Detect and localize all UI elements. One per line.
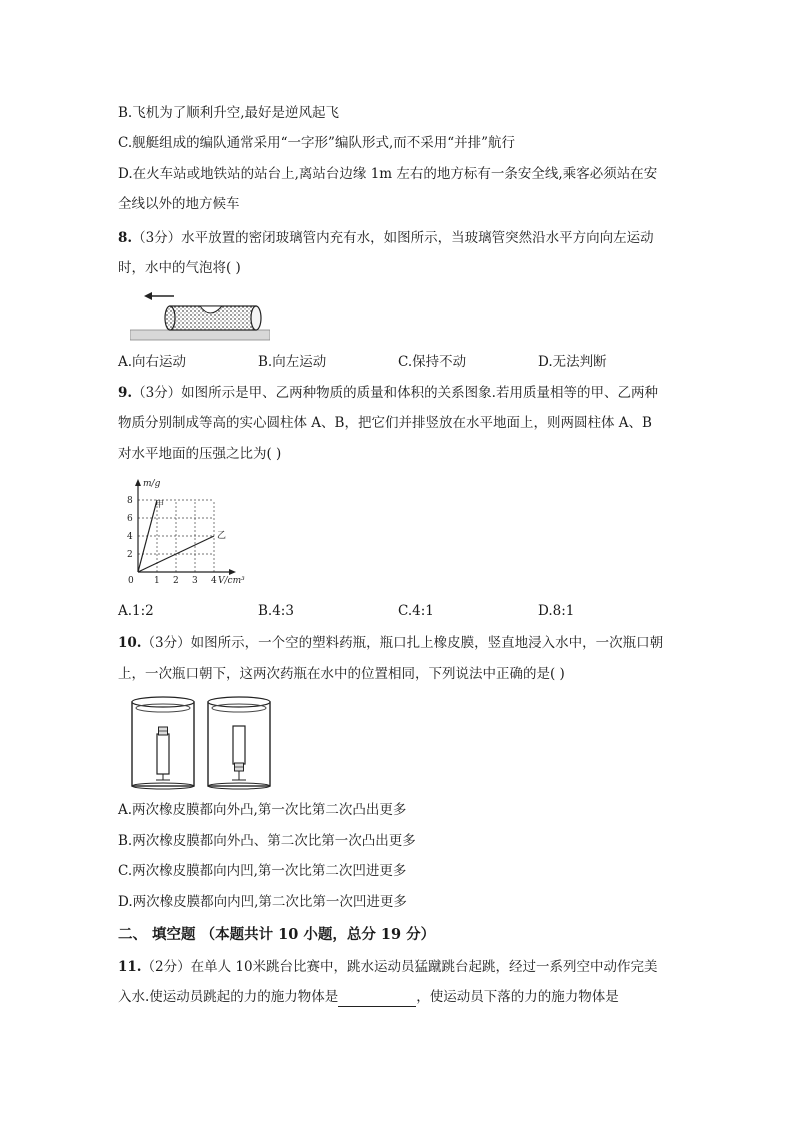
y-axis-arrow-icon [135,479,141,486]
q8-stem-line1 [118,228,654,248]
q10-option-d: D.两次橡皮膜都向内凹,第二次比第一次凹进更多 [118,894,407,910]
q11-stem-line2 [118,987,619,1007]
beaker-mouth-down [208,697,270,789]
q11-number: 11. [118,959,142,975]
q9-option-c: C.4:1 [398,603,434,619]
q9-stem-line1 [118,383,658,403]
q9-number: 9. [118,385,133,401]
series-label-jia: 甲 [155,500,165,511]
q10-beakers-figure [128,694,278,790]
chart-grid [138,500,214,572]
q11-stem-line1 [118,957,658,977]
q9-option-b: B.4:3 [258,603,294,619]
beaker-mouth-up [132,697,194,789]
q7-option-d-line2: 全线以外的地方候车 [118,196,240,212]
q9-stem-line3: 对水平地面的压强之比为( ) [118,446,282,462]
x-axis-label: V/cm³ [218,576,245,586]
y-tick-label: 4 [127,532,133,542]
q9-stem-line2: 物质分别制成等高的实心圆柱体 A、B，把它们并排竖放在水平地面上，则两圆柱体 A、B [118,415,652,431]
q10-number: 10. [118,635,142,651]
x-tick-label: 4 [211,576,217,586]
q9-stem-text1: （3分）如图所示是甲、乙两种物质的质量和体积的关系图象.若用质量相等的甲、乙两种 [132,385,658,401]
q9-option-d: D.8:1 [538,603,575,619]
q8-stem-line2: 时，水中的气泡将( ) [118,260,241,276]
y-tick-label: 8 [127,496,133,506]
series-label-yi: 乙 [217,531,227,541]
q9-option-a: A.1:2 [118,603,154,619]
x-tick-label: 3 [192,576,198,586]
q10-option-a: A.两次橡皮膜都向外凸,第一次比第二次凸出更多 [118,802,407,818]
q8-option-d: D.无法判断 [538,354,607,370]
section-heading-fill-in: 二、 填空题 （本题共计 10 小题，总分 19 分） [118,926,436,943]
q11-answer-blank-1[interactable] [338,992,416,1007]
x-tick-label: 1 [154,576,160,586]
ground-surface [130,330,270,340]
q9-mass-volume-chart [118,476,268,588]
q8-number: 8. [118,230,133,246]
q10-stem-text1: （3分）如图所示，一个空的塑料药瓶，瓶口扎上橡皮膜，竖直地浸入水中，一次瓶口朝 [141,635,664,651]
y-axis-label: m/g [143,479,161,489]
q8-option-a: A.向右运动 [118,354,187,370]
q10-stem-line1 [118,633,663,653]
q10-stem-line2: 上，一次瓶口朝下，这两次药瓶在水中的位置相同，下列说法中正确的是( ) [118,666,565,682]
q10-option-c: C.两次橡皮膜都向内凹,第一次比第二次凹进更多 [118,863,407,879]
y-tick-label: 6 [127,514,133,524]
q11-stem-text1: （2分）在单人 10米跳台比赛中，跳水运动员猛蹴跳台起跳，经过一系列空中动作完美 [141,959,658,975]
q8-option-c: C.保持不动 [398,354,467,370]
q11-stem-text2a: 入水.使运动员跳起的力的施力物体是 [118,989,339,1005]
q7-option-d-line1: D.在火车站或地铁站的站台上,离站台边缘 1m 左右的地方标有一条安全线,乘客必须站在安 [118,166,658,182]
q10-option-b: B.两次橡皮膜都向外凸、第二次比第一次凸出更多 [118,833,416,849]
y-tick-label: 2 [127,550,133,560]
q7-option-b: B.飞机为了顺利升空,最好是逆风起飞 [118,105,340,121]
left-arrow-icon [144,292,174,300]
q11-stem-text2b: ，使运动员下落的力的施力物体是 [416,989,619,1005]
x-tick-label: 2 [173,576,179,586]
q8-stem-text1: （3分）水平放置的密闭玻璃管内充有水，如图所示，当玻璃管突然沿水平方向向左运动 [132,230,654,246]
q7-option-c: C.舰艇组成的编队通常采用“一字形”编队形式,而不采用“并排”航行 [118,135,516,151]
q8-option-b: B.向左运动 [258,354,327,370]
q8-glass-tube-figure [130,286,270,342]
x-axis-arrow-icon [229,569,236,575]
water-tube [165,306,261,330]
x-tick-label: 0 [128,576,134,586]
